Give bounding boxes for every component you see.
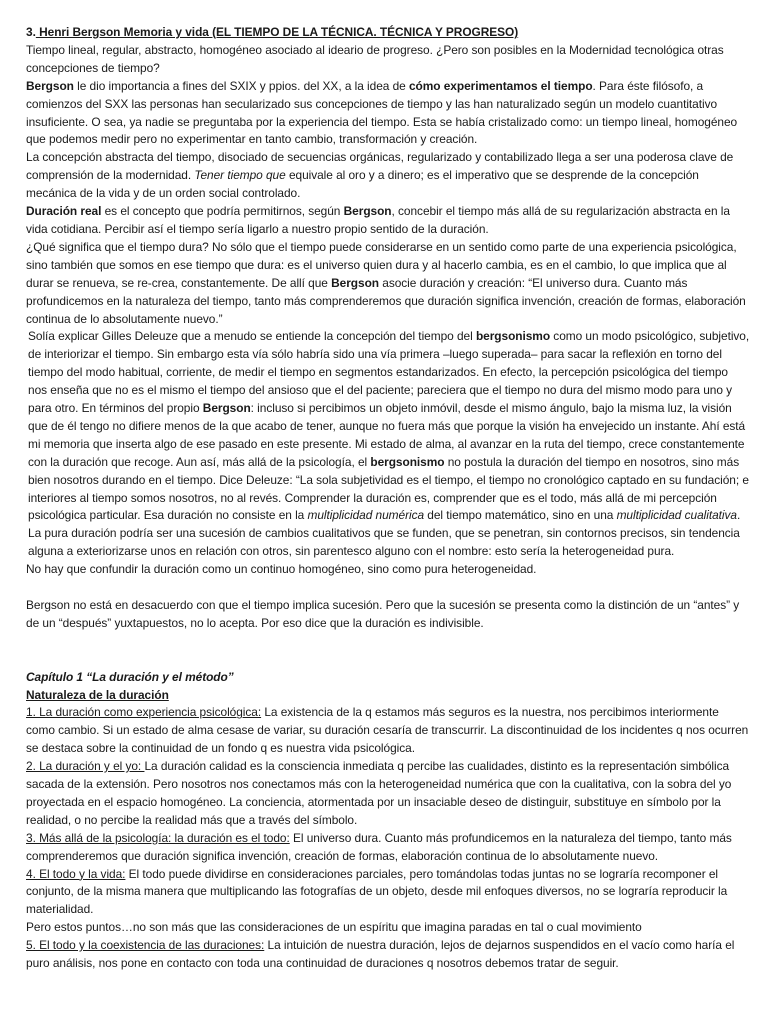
list-item — [26, 830, 750, 866]
list-item-label: 1. La duración como experiencia psicológica: — [26, 705, 262, 720]
chapter-subtitle-text: Naturaleza de la duración — [26, 687, 169, 702]
section-heading: 3. Henri Bergson Memoria y vida (EL TIEMPO DE LA TÉCNICA. TÉCNICA Y PROGRESO) — [26, 25, 519, 39]
list-item-note — [26, 919, 750, 937]
paragraph-text: . Para éste filósofo, a comienzos del SXX las personas han secularizado sus concepciones de tiempo y las han naturalizado según un modelo cuantitativo insuficiente. O sea, ya nadie se preguntaba por la experiencia del tiempo. Esta se había cristalizado como: un tiempo lineal, homogéneo que podemos medir pero no experimentar en tanto cambio, transformación y creación. — [26, 78, 738, 147]
list-item-text: La existencia de la q estamos más seguros es la nuestra, nos percibimos interiormente como cambio. Si un estado de alma cesase de variar, su duración cesaría de transcurrir. La discontinuidad de los incidentes q nos ocurren se destaca sobre la continuidad de un fondo q es nuestra vida psicológica. — [26, 705, 749, 756]
paragraph-bergson-experience — [26, 78, 750, 150]
list-item-text: La duración calidad es la consciencia inmediata q percibe las cualidades, distinto es la representación simbólica sacada de la extensión. Pero nosotros nos conectamos más con la heterogeneidad numérica que con la cualitativa, con la sobra del yo proyectada en el espacio homogéneo. La conciencia, atormentada por un insaciable deseo de distinguir, substituye en símbolo por la realidad, o no percibe la realidad más que a través del símbolo. — [26, 759, 732, 827]
bold-term: Duración real — [26, 204, 102, 219]
paragraph-time-endures — [26, 239, 750, 329]
blank-line — [26, 579, 750, 597]
paragraph-text: equivale al oro y a dinero; es el imperativo que se desprende de la concepción mecánica de la vida y de un orden social controlado. — [26, 168, 699, 201]
paragraph-real-duration — [26, 203, 750, 239]
paragraph-deleuze — [26, 328, 750, 561]
paragraph-intro-question: Tiempo lineal, regular, abstracto, homogéneo asociado al ideario de progreso. ¿Pero son posibles en la Modernidad tecnológica otras concepciones de tiempo? — [26, 42, 724, 75]
paragraph-text: Solía explicar Gilles Deleuze que a menudo se entiende la concepción del tiempo del — [28, 329, 476, 344]
paragraph-text: no postula la duración del tiempo en nosotros, sino más bien nosotros durando en el tiempo. Dice Deleuze: “La sola subjetividad es el tiempo, el tiempo no cronológico captado en su fundación; e interiores al tiempo somos nosotros, no al revés. Comprender la duración es, comprender que es el todo, más allá de mi percepción psicológica particular. Esa duración no consiste en la — [28, 454, 749, 523]
list-item-label: 4. El todo y la vida: — [26, 866, 126, 881]
paragraph-text: ¿Qué significa que el tiempo dura? No sólo que el tiempo puede considerarse en un sentido como parte de una experiencia psicológica, sino también que somos en ese tiempo que dura: es el universo quien dura y al hacerlo cambia, es en el cambio, lo que implica que al durar se renueva, se re-crea, constantemente. De allí que — [26, 239, 737, 290]
chapter-subtitle — [26, 687, 750, 705]
paragraph-text: del tiempo matemático, sino en una — [424, 508, 617, 523]
italic-term: multiplicidad cualitativa — [616, 508, 737, 523]
list-item — [26, 866, 750, 920]
bold-term: Bergson — [331, 275, 379, 290]
italic-term: Tener tiempo que — [194, 168, 286, 183]
paragraph-text: : incluso si percibimos un objeto inmóvil, desde el mismo ángulo, bajo la misma luz, la visión que de él tengo no difiere menos de la que acabo de tener, aunque no fuera más que porque la visión ha envejecido un instante. Ahí está mi memoria que inserta algo de ese pasado en este presente. Mi estado de alma, al avanzar en la ruta del tiempo, crece constantemente con la duración que recoge. Aun así, más allá de la psicología, el — [28, 401, 746, 469]
bold-term: bergsonismo — [475, 329, 551, 344]
list-item — [26, 937, 750, 973]
list-item-text: Pero estos puntos…no son más que las consideraciones de un espíritu que imagina paradas en tal o cual movimiento — [26, 920, 642, 935]
bold-term: bergsonismo — [370, 454, 445, 469]
list-item — [26, 704, 750, 758]
paragraph-abstract-time — [26, 149, 750, 203]
list-item — [26, 758, 750, 830]
blank-line — [26, 633, 750, 669]
bold-term: Bergson — [343, 204, 392, 219]
paragraph-succession: Bergson no está en desacuerdo con que el tiempo implica sucesión. Pero que la sucesión se presenta como la distinción de un “antes” y de un “después” yuxtapuestos, no lo acepta. Por eso dice que la duración es indivisible. — [26, 597, 740, 630]
italic-term: multiplicidad numérica — [307, 508, 425, 523]
paragraph-text: le dio importancia a fines del SXIX y ppios. del XX, a la idea de — [73, 78, 409, 93]
list-item-label: 3. Más allá de la psicología: la duración es el todo: — [26, 830, 290, 845]
section-number: 3 — [26, 25, 33, 39]
paragraph-heterogeneity: No hay que confundir la duración como un continuo homogéneo, sino como pura heterogeneidad. — [26, 562, 537, 577]
list-item-text: El universo dura. Cuanto más profundicemos en la naturaleza del tiempo, tanto más comprenderemos que duración significa invención, creación de formas, elaboración continua de lo absolutamente nuevo. — [26, 830, 732, 863]
paragraph-text: es el concepto que podría permitirnos, según — [101, 204, 344, 219]
paragraph-text: . La pura duración podría ser una sucesión de cambios cualitativos que se funden, que se penetran, sin contornos precisos, sin tendencia alguna a exteriorizarse unos en relación con otros, sin parentesco alguno con el nombre: esto sería la heterogeneidad pura. — [28, 508, 741, 559]
list-item-label: 5. El todo y la coexistencia de las duraciones: — [26, 938, 265, 953]
bold-term: cómo experimentamos el tiempo — [408, 78, 593, 93]
chapter-title-text: Capítulo 1 “La duración y el método” — [26, 669, 234, 684]
paragraph-text: La concepción abstracta del tiempo, disociado de secuencias orgánicas, regularizado y contabilizado llega a ser una poderosa clave de comprensión de la modernidad. — [26, 150, 734, 183]
bold-term: Bergson — [202, 401, 251, 416]
list-item-text: La intuición de nuestra duración, lejos de dejarnos suspendidos en el vacío como haría el puro análisis, nos pone en contacto con toda una continuidad de duraciones q nosotros debemos tratar de seguir. — [26, 938, 735, 971]
list-item-label: 2. La duración y el yo: — [26, 759, 145, 774]
paragraph-text: , concebir el tiempo más allá de su regularización abstracta en la vida cotidiana. Percibir así el tiempo sería ligarlo a nuestro propio sentido de la duración. — [26, 204, 730, 236]
paragraph-text: asocie duración y creación: “El universo dura. Cuanto más profundicemos en la naturaleza del tiempo, tanto más comprenderemos que duración significa invención, creación de formas, elaboración continua de lo absolutamente nuevo.” — [26, 275, 746, 326]
chapter-title — [26, 669, 750, 687]
paragraph-text: como un modo psicológico, subjetivo, de interiorizar el tiempo. Sin embargo esta vía sólo habría sido una vía primera –luego superada– para sacar la reflexión en torno del tiempo del modo habitual, corriente, de medir el tiempo en segmentos estandarizados. En efecto, la percepción psicológica del tiempo nos enseña que no es el mismo el tiempo del ansioso que el del paciente; pareciera que el tiempo no dura del mismo modo para uno y para otro. En términos del propio — [28, 329, 750, 416]
bold-term: Bergson — [26, 78, 74, 93]
list-item-text: El todo puede dividirse en consideraciones parciales, pero tomándolas todas juntas no se lograría recomponer el conjunto, de la misma manera que multiplicando las fotografías de un objeto, desde mil enfoques diversos, no se lograría reproducir la materialidad. — [26, 866, 728, 917]
section-title: Henri Bergson Memoria y vida (EL TIEMPO DE LA TÉCNICA. TÉCNICA Y PROGRESO) — [35, 25, 519, 39]
